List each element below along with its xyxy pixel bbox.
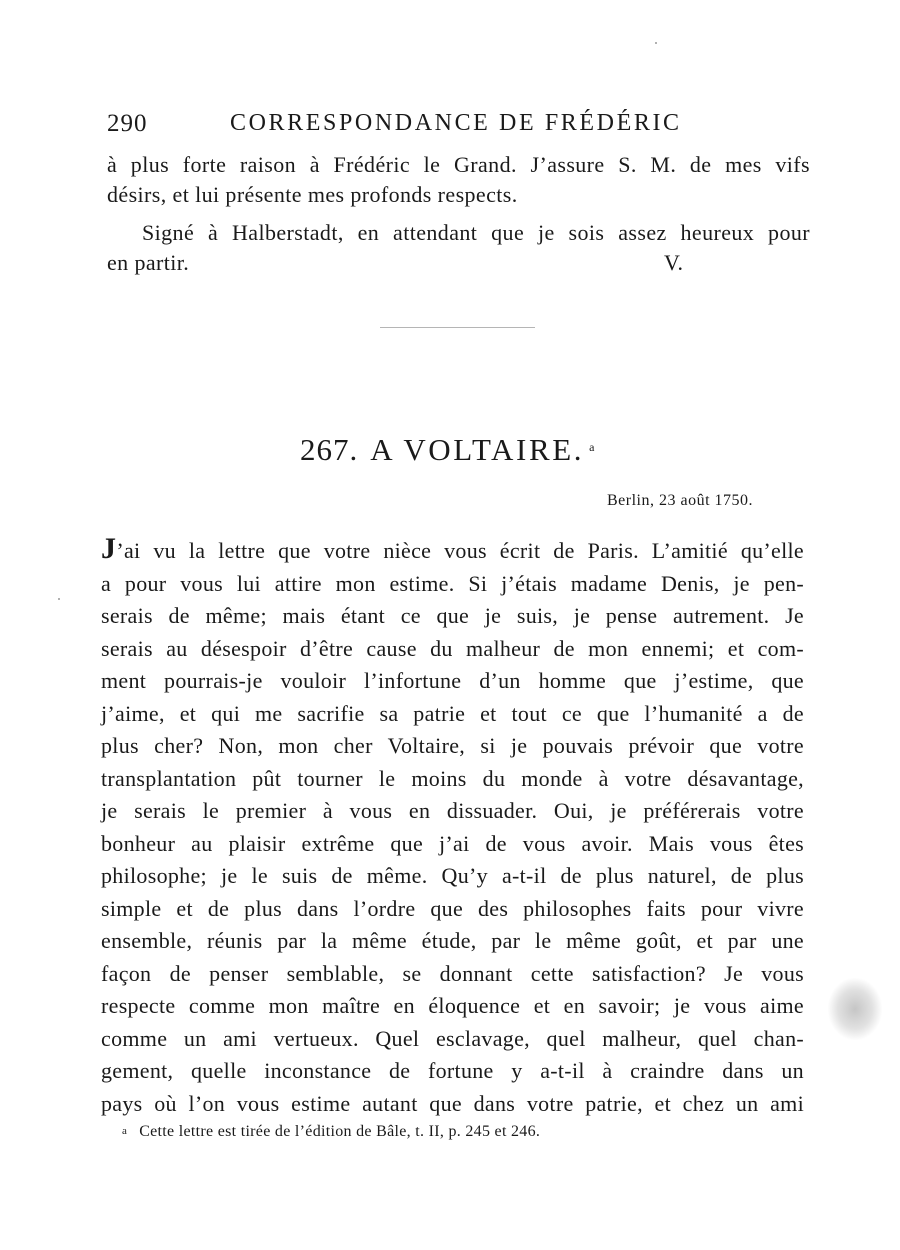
letter-body [101,533,804,1120]
text-line: gement, quelle inconstance de fortune y a-t-il à craindre dans un [101,1058,804,1083]
text-line: façon de penser semblable, se donnant cette satisfaction? Je vous [101,960,804,986]
text-line: bonheur au plaisir extrême que j’ai de vous avoir. Mais vous êtes [101,830,804,856]
page-number: 290 [107,110,148,137]
footnote-text: Cette lettre est tirée de l’édition de Bâle, t. II, p. 245 et 246. [139,1123,541,1140]
signature-line [107,248,810,278]
text-line [101,533,804,568]
paper-stain [828,978,882,1040]
footnote-marker: a [122,1125,128,1137]
text-line: pays où l’on vous estime autant que dans votre patrie, et chez un ami [101,1090,804,1116]
text-line: serais de même; mais étant ce que je suis, je pense autrement. Je [101,603,804,628]
text-line: ensemble, réunis par la même étude, par le même goût, et par une [101,928,804,953]
text-line: a pour vous lui attire mon estime. Si j’étais madame Denis, je pen- [101,570,804,596]
text-line: désirs, et lui présente mes profonds respects. [107,182,518,207]
previous-letter-ending [107,150,810,278]
text-line: je serais le premier à vous en dissuader. Oui, je préférerais votre [101,798,804,823]
paper-speck [655,42,657,44]
text-line: comme un ami vertueux. Quel esclavage, quel malheur, quel chan- [101,1025,804,1051]
letter-title: A VOLTAIRE. [370,432,585,467]
text-line: en partir. [107,250,190,275]
footnote-reference: a [589,440,595,454]
running-title: CORRESPONDANCE DE FRÉDÉRIC [230,110,682,136]
first-line-text: ’ai vu la lettre que votre nièce vous écrit de Paris. L’amitié qu’elle [116,538,804,563]
text-line: j’aime, et qui me sacrifie sa patrie et tout ce que l’humanité a de [101,700,804,726]
footnote [122,1123,540,1141]
text-line: plus cher? Non, mon cher Voltaire, si je pouvais prévoir que votre [101,733,804,758]
text-line: philosophe; je le suis de même. Qu’y a-t-il de plus naturel, de plus [101,863,804,888]
paper-speck [58,598,60,600]
letter-heading [300,432,594,468]
text-line: Signé à Halberstadt, en attendant que je sois assez heureux pour [142,220,810,245]
initial-letter: J [101,532,117,565]
text-line: serais au désespoir d’être cause du malheur de mon ennemi; et com- [101,635,804,661]
dateline: Berlin, 23 août 1750. [607,492,754,509]
text-line: ment pourrais-je vouloir l’infortune d’un homme que j’estime, que [101,668,804,693]
text-line: simple et de plus dans l’ordre que des philosophes faits pour vivre [101,895,804,921]
signature: V. [664,250,684,275]
text-line: à plus forte raison à Frédéric le Grand. J’assure S. M. de mes vifs [107,152,810,177]
section-divider [380,327,535,328]
text-line: respecte comme mon maître en éloquence et en savoir; je vous aime [101,993,804,1018]
letter-number: 267. [300,432,359,467]
running-head [107,108,807,138]
text-line: transplantation pût tourner le moins du monde à votre désavantage, [101,765,804,791]
